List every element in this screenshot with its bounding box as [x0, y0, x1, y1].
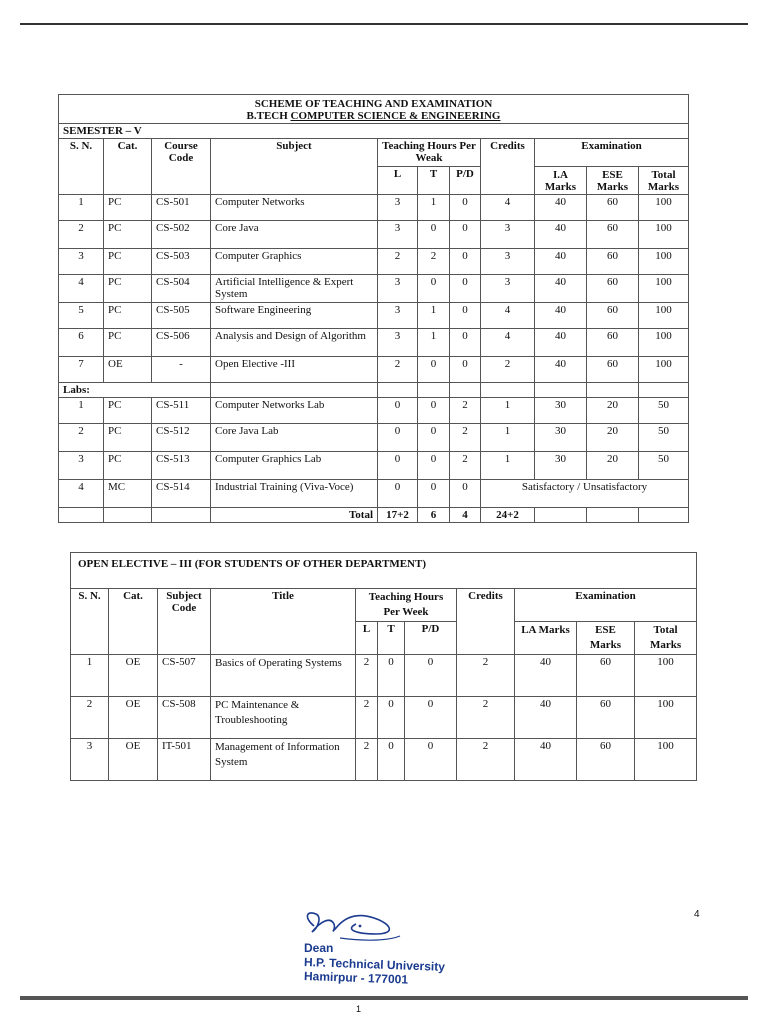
col-ese: ESE Marks: [577, 622, 635, 655]
cell-subject: Core Java Lab: [211, 424, 378, 452]
cell-sn: 1: [59, 195, 104, 221]
cell-subject: Analysis and Design of Algorithm: [211, 329, 378, 357]
cell-credits: 3: [481, 249, 535, 275]
cell-l: 3: [378, 195, 418, 221]
open-elective-title: OPEN ELECTIVE – III (FOR STUDENTS OF OTHER DEPARTMENT): [71, 553, 697, 589]
cell-code: CS-505: [152, 303, 211, 329]
cell-pd: 2: [450, 398, 481, 424]
table-row: [59, 303, 689, 329]
cell-l: 2: [378, 249, 418, 275]
col-la: I.A Marks: [535, 167, 587, 195]
stamp-address: Hamirpur - 177001: [303, 969, 409, 987]
cell-t: 0: [418, 221, 450, 249]
cell-t: 0: [378, 739, 405, 781]
cell-pd: 0: [405, 739, 457, 781]
semester-label: SEMESTER – V: [59, 124, 689, 139]
cell-l: 0: [378, 424, 418, 452]
cell-sn: 1: [71, 655, 109, 697]
cell-total: 100: [635, 655, 697, 697]
cell-credits: 3: [481, 221, 535, 249]
cell-result: Satisfactory / Unsatisfactory: [481, 480, 689, 508]
cell-la: 40: [535, 249, 587, 275]
col-credits: Credits: [481, 139, 535, 195]
cell-subject: Open Elective -III: [211, 357, 378, 383]
cell-total: 100: [635, 697, 697, 739]
cell-credits: 2: [457, 655, 515, 697]
cell-cat: OE: [109, 655, 158, 697]
cell-ese: 60: [587, 329, 639, 357]
cell-ese: 60: [587, 221, 639, 249]
total-row: [59, 508, 689, 523]
cell-la: 40: [515, 655, 577, 697]
cell-pd: 0: [450, 303, 481, 329]
cell-ese: 20: [587, 398, 639, 424]
cell-l: 0: [378, 480, 418, 508]
cell-total: 100: [639, 221, 689, 249]
cell-pd: 0: [405, 697, 457, 739]
page-number: 4: [694, 909, 700, 920]
cell-sn: 1: [59, 398, 104, 424]
cell-title: Basics of Operating Systems: [211, 655, 356, 697]
cell-t: 0: [378, 655, 405, 697]
cell-code: CS-513: [152, 452, 211, 480]
cell-total: 100: [639, 275, 689, 303]
cell-credits: 2: [457, 739, 515, 781]
col-exam: Examination: [515, 589, 697, 622]
col-pd: P/D: [450, 167, 481, 195]
cell-t: 0: [418, 398, 450, 424]
cell-pd: 0: [450, 275, 481, 303]
cell-cat: OE: [104, 357, 152, 383]
table-row: [59, 357, 689, 383]
cell-credits: 1: [481, 398, 535, 424]
cell-cat: PC: [104, 221, 152, 249]
col-credits: Credits: [457, 589, 515, 655]
cell-l: 3: [378, 275, 418, 303]
cell-cat: OE: [109, 739, 158, 781]
cell-code: CS-514: [152, 480, 211, 508]
cell-total: 50: [639, 452, 689, 480]
cell-credits: 2: [481, 357, 535, 383]
cell-sn: 3: [71, 739, 109, 781]
total-label: Total: [211, 508, 378, 523]
cell-t: 1: [418, 195, 450, 221]
top-rule: [20, 23, 748, 25]
cell-code: CS-502: [152, 221, 211, 249]
col-code: Course Code: [152, 139, 211, 195]
cell-sn: 3: [59, 452, 104, 480]
cell-subject: Industrial Training (Viva-Voce): [211, 480, 378, 508]
cell-total: 100: [639, 303, 689, 329]
cell-subject: Core Java: [211, 221, 378, 249]
cell-la: 30: [535, 398, 587, 424]
cell-la: 30: [535, 424, 587, 452]
cell-l: 3: [378, 303, 418, 329]
scheme-table: [58, 94, 689, 523]
scheme-title: SCHEME OF TEACHING AND EXAMINATION: [254, 98, 493, 110]
total-credits: 24+2: [481, 508, 535, 523]
cell-l: 3: [378, 221, 418, 249]
cell-cat: PC: [104, 275, 152, 303]
cell-cat: PC: [104, 303, 152, 329]
col-la: LA Marks: [515, 622, 577, 655]
cell-sn: 4: [59, 275, 104, 303]
table-row: [59, 195, 689, 221]
cell-sn: 3: [59, 249, 104, 275]
cell-ese: 60: [577, 655, 635, 697]
cell-pd: 2: [450, 424, 481, 452]
cell-ese: 60: [577, 739, 635, 781]
cell-code: CS-504: [152, 275, 211, 303]
cell-subject: Computer Networks Lab: [211, 398, 378, 424]
cell-title: Management of Information System: [211, 739, 356, 781]
col-cat: Cat.: [109, 589, 158, 655]
table-row: [71, 739, 697, 781]
cell-subject: Computer Networks: [211, 195, 378, 221]
cell-t: 1: [418, 303, 450, 329]
cell-cat: PC: [104, 452, 152, 480]
table-row: [59, 221, 689, 249]
cell-pd: 0: [450, 221, 481, 249]
cell-t: 0: [418, 275, 450, 303]
cell-sn: 5: [59, 303, 104, 329]
cell-pd: 0: [405, 655, 457, 697]
cell-total: 100: [639, 357, 689, 383]
col-total: Total Marks: [639, 167, 689, 195]
cell-la: 40: [535, 329, 587, 357]
cell-t: 0: [418, 357, 450, 383]
cell-code: IT-501: [158, 739, 211, 781]
cell-la: 40: [535, 357, 587, 383]
cell-sn: 7: [59, 357, 104, 383]
cell-subject: Computer Graphics: [211, 249, 378, 275]
program-title: B.TECH COMPUTER SCIENCE & ENGINEERING: [246, 110, 501, 122]
cell-ese: 60: [587, 303, 639, 329]
cell-l: 2: [356, 697, 378, 739]
cell-credits: 1: [481, 452, 535, 480]
col-t: T: [418, 167, 450, 195]
col-sn: S. N.: [71, 589, 109, 655]
cell-credits: 2: [457, 697, 515, 739]
cell-code: CS-503: [152, 249, 211, 275]
cell-pd: 0: [450, 329, 481, 357]
col-l: L: [378, 167, 418, 195]
cell-la: 40: [515, 739, 577, 781]
cell-pd: 2: [450, 452, 481, 480]
stamp-university: H.P. Technical University: [303, 955, 446, 974]
cell-total: 100: [635, 739, 697, 781]
total-t: 6: [418, 508, 450, 523]
table-row: [71, 655, 697, 697]
cell-la: 30: [535, 452, 587, 480]
cell-ese: 60: [587, 275, 639, 303]
col-pd: P/D: [405, 622, 457, 655]
cell-sn: 2: [71, 697, 109, 739]
open-elective-table: [70, 552, 697, 781]
cell-subject: Artificial Intelligence & Expert System: [211, 275, 378, 303]
cell-la: 40: [535, 221, 587, 249]
cell-sn: 6: [59, 329, 104, 357]
cell-sn: 4: [59, 480, 104, 508]
table-row: [59, 398, 689, 424]
cell-credits: 4: [481, 303, 535, 329]
cell-ese: 60: [587, 249, 639, 275]
col-l: L: [356, 622, 378, 655]
scheme-heading: [59, 95, 689, 124]
cell-credits: 4: [481, 195, 535, 221]
stamp-dean: Dean: [304, 941, 334, 955]
cell-subject: Software Engineering: [211, 303, 378, 329]
cell-l: 0: [378, 398, 418, 424]
col-ese: ESE Marks: [587, 167, 639, 195]
cell-cat: PC: [104, 398, 152, 424]
col-sn: S. N.: [59, 139, 104, 195]
cell-t: 2: [418, 249, 450, 275]
cell-ese: 60: [577, 697, 635, 739]
cell-cat: OE: [109, 697, 158, 739]
total-l: 17+2: [378, 508, 418, 523]
cell-t: 0: [418, 452, 450, 480]
col-hours: Teaching Hours Per Week: [356, 589, 457, 622]
cell-cat: PC: [104, 249, 152, 275]
table-row: [59, 249, 689, 275]
cell-ese: 60: [587, 195, 639, 221]
table-row: [59, 424, 689, 452]
cell-cat: PC: [104, 329, 152, 357]
cell-code: CS-512: [152, 424, 211, 452]
table-row: [71, 697, 697, 739]
cell-cat: PC: [104, 424, 152, 452]
col-subject: Subject: [211, 139, 378, 195]
col-code: Subject Code: [158, 589, 211, 655]
labs-header-row: [59, 383, 689, 398]
cell-code: CS-501: [152, 195, 211, 221]
cell-l: 3: [378, 329, 418, 357]
cell-total: 50: [639, 424, 689, 452]
cell-code: -: [152, 357, 211, 383]
bottom-rule: [20, 996, 748, 1000]
table-row: [59, 275, 689, 303]
labs-label: Labs:: [59, 383, 211, 398]
cell-subject: Computer Graphics Lab: [211, 452, 378, 480]
cell-total: 100: [639, 329, 689, 357]
cell-code: CS-506: [152, 329, 211, 357]
cell-credits: 4: [481, 329, 535, 357]
footer-page-number: 1: [356, 1004, 362, 1014]
cell-la: 40: [535, 195, 587, 221]
col-total: Total Marks: [635, 622, 697, 655]
table-row: [59, 329, 689, 357]
cell-t: 0: [418, 480, 450, 508]
cell-pd: 0: [450, 480, 481, 508]
cell-t: 0: [378, 697, 405, 739]
cell-total: 100: [639, 195, 689, 221]
col-title: Title: [211, 589, 356, 655]
cell-code: CS-511: [152, 398, 211, 424]
cell-l: 2: [378, 357, 418, 383]
cell-l: 0: [378, 452, 418, 480]
cell-t: 0: [418, 424, 450, 452]
col-t: T: [378, 622, 405, 655]
cell-credits: 3: [481, 275, 535, 303]
cell-pd: 0: [450, 195, 481, 221]
cell-total: 100: [639, 249, 689, 275]
cell-l: 2: [356, 655, 378, 697]
cell-cat: MC: [104, 480, 152, 508]
cell-ese: 60: [587, 357, 639, 383]
cell-t: 1: [418, 329, 450, 357]
col-hours: Teaching Hours Per Weak: [378, 139, 481, 167]
cell-la: 40: [535, 275, 587, 303]
cell-ese: 20: [587, 452, 639, 480]
cell-sn: 2: [59, 221, 104, 249]
cell-code: CS-508: [158, 697, 211, 739]
cell-la: 40: [515, 697, 577, 739]
cell-la: 40: [535, 303, 587, 329]
cell-code: CS-507: [158, 655, 211, 697]
cell-pd: 0: [450, 249, 481, 275]
cell-title: PC Maintenance & Troubleshooting: [211, 697, 356, 739]
table-row: [59, 452, 689, 480]
cell-total: 50: [639, 398, 689, 424]
cell-ese: 20: [587, 424, 639, 452]
cell-credits: 1: [481, 424, 535, 452]
total-pd: 4: [450, 508, 481, 523]
cell-pd: 0: [450, 357, 481, 383]
col-exam: Examination: [535, 139, 689, 167]
col-cat: Cat.: [104, 139, 152, 195]
cell-l: 2: [356, 739, 378, 781]
cell-cat: PC: [104, 195, 152, 221]
cell-sn: 2: [59, 424, 104, 452]
table-row: [59, 480, 689, 508]
